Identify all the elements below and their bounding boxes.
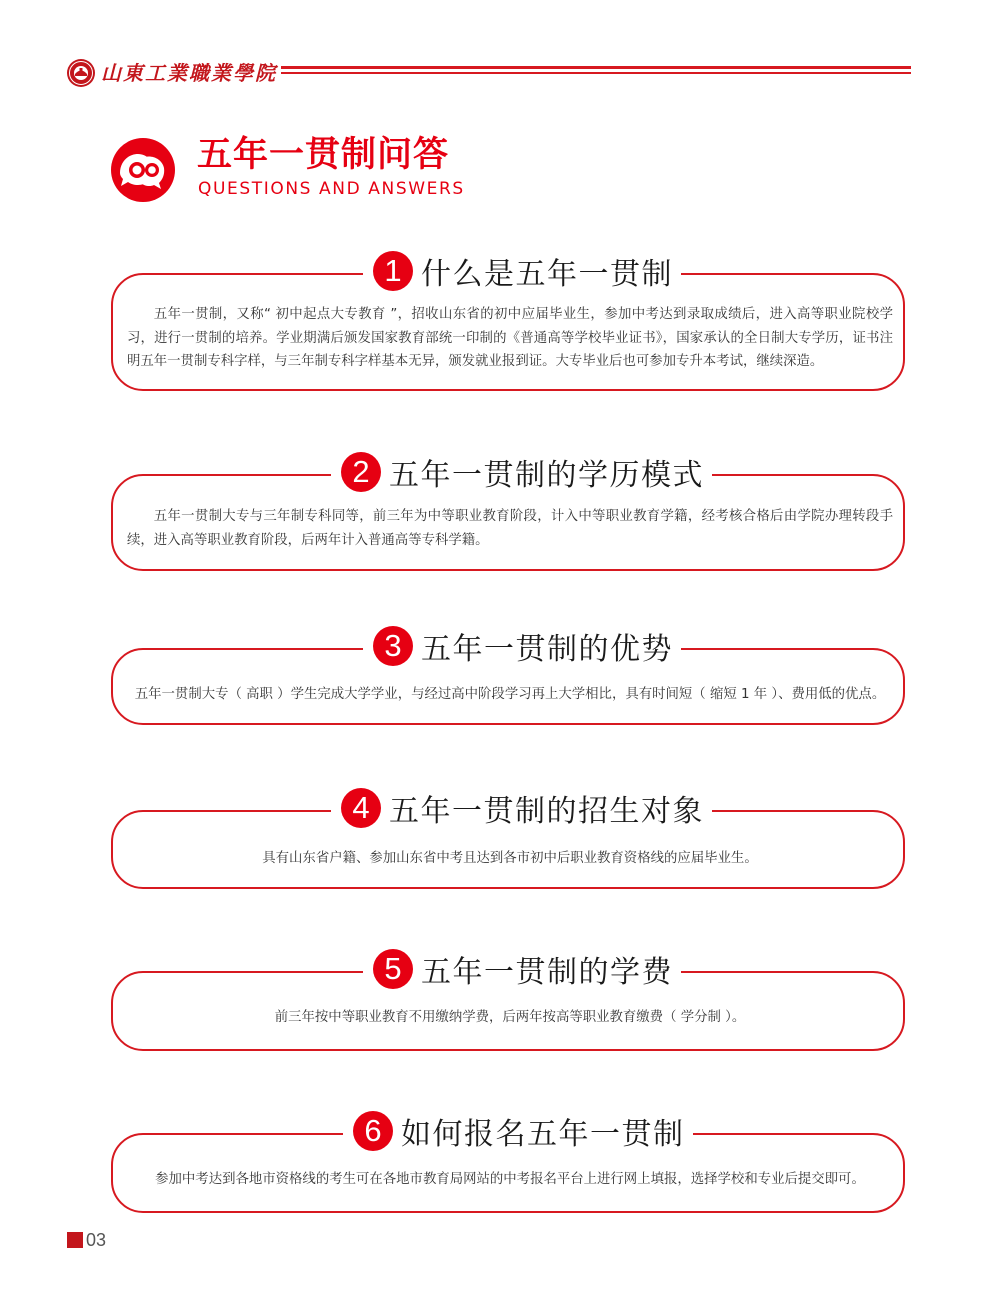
qa-title <box>363 245 681 297</box>
qa-card <box>111 628 905 725</box>
qa-answer: 五年一贯制大专与三年制专科同等，前三年为中等职业教育阶段，计入中等职业教育学籍，经考核合格后由学院办理转段手续，进入高等职业教育阶段，后两年计入普通高等专科学籍。 <box>127 509 893 548</box>
number-badge: 5 <box>373 949 413 989</box>
section-title: 五年一贯制问答 <box>197 135 450 175</box>
qa-speech-bubbles-icon <box>110 137 176 203</box>
qa-question: 五年一贯制的招生对象 <box>389 794 704 829</box>
qa-title <box>343 1105 693 1157</box>
number-badge: 6 <box>353 1111 393 1151</box>
qa-question: 如何报名五年一贯制 <box>401 1117 685 1152</box>
qa-question: 五年一贯制的学费 <box>421 955 673 990</box>
school-name: 山東工業職業學院 <box>101 61 277 85</box>
qa-card <box>111 951 905 1051</box>
qa-answer: 参加中考达到各地市资格线的考生可在各地市教育局网站的中考报名平台上进行网上填报，选择学校和专业后提交即可。 <box>155 1172 865 1187</box>
page-number: 03 <box>86 1230 107 1250</box>
qa-card <box>111 1113 905 1213</box>
qa-title <box>363 943 681 995</box>
qa-title <box>331 446 712 498</box>
qa-title <box>363 620 681 672</box>
qa-question: 五年一贯制的学历模式 <box>389 458 704 493</box>
qa-answer: 五年一贯制大专（ 高职 ）学生完成大学学业，与经过高中阶段学习再上大学相比，具有时间短（ 缩短 1 年 ）、费用低的优点。 <box>134 687 886 702</box>
square-marker-icon <box>67 1232 83 1248</box>
qa-question: 什么是五年一贯制 <box>421 257 673 292</box>
section-subtitle: QUESTIONS AND ANSWERS <box>198 179 465 199</box>
school-seal-icon <box>66 58 96 88</box>
header-divider <box>281 66 911 78</box>
qa-answer: 具有山东省户籍、参加山东省中考且达到各市初中后职业教育资格线的应届毕业生。 <box>262 851 758 866</box>
number-badge: 4 <box>341 788 381 828</box>
qa-card <box>111 454 905 571</box>
number-badge: 3 <box>373 626 413 666</box>
qa-question: 五年一贯制的优势 <box>421 632 673 667</box>
qa-answer: 五年一贯制，又称“ 初中起点大专教育 ”，招收山东省的初中应届毕业生，参加中考达到录取成绩后，进入高等职业院校学习，进行一贯制的培养。学业期满后颁发国家教育部统一印制的《普通高等学校毕业证书》，国家承认的全日制大专学历，证书注明五年一贯制专科字样，与三年制专科字样基本无异，颁发就业报到证。大专毕业后也可参加专升本考试，继续深造。 <box>127 307 893 369</box>
number-badge: 2 <box>341 452 381 492</box>
number-badge: 1 <box>373 251 413 291</box>
qa-title <box>331 782 712 834</box>
qa-card <box>111 790 905 889</box>
qa-card <box>111 253 905 391</box>
qa-answer: 前三年按中等职业教育不用缴纳学费，后两年按高等职业教育缴费（ 学分制 ）。 <box>274 1010 746 1025</box>
